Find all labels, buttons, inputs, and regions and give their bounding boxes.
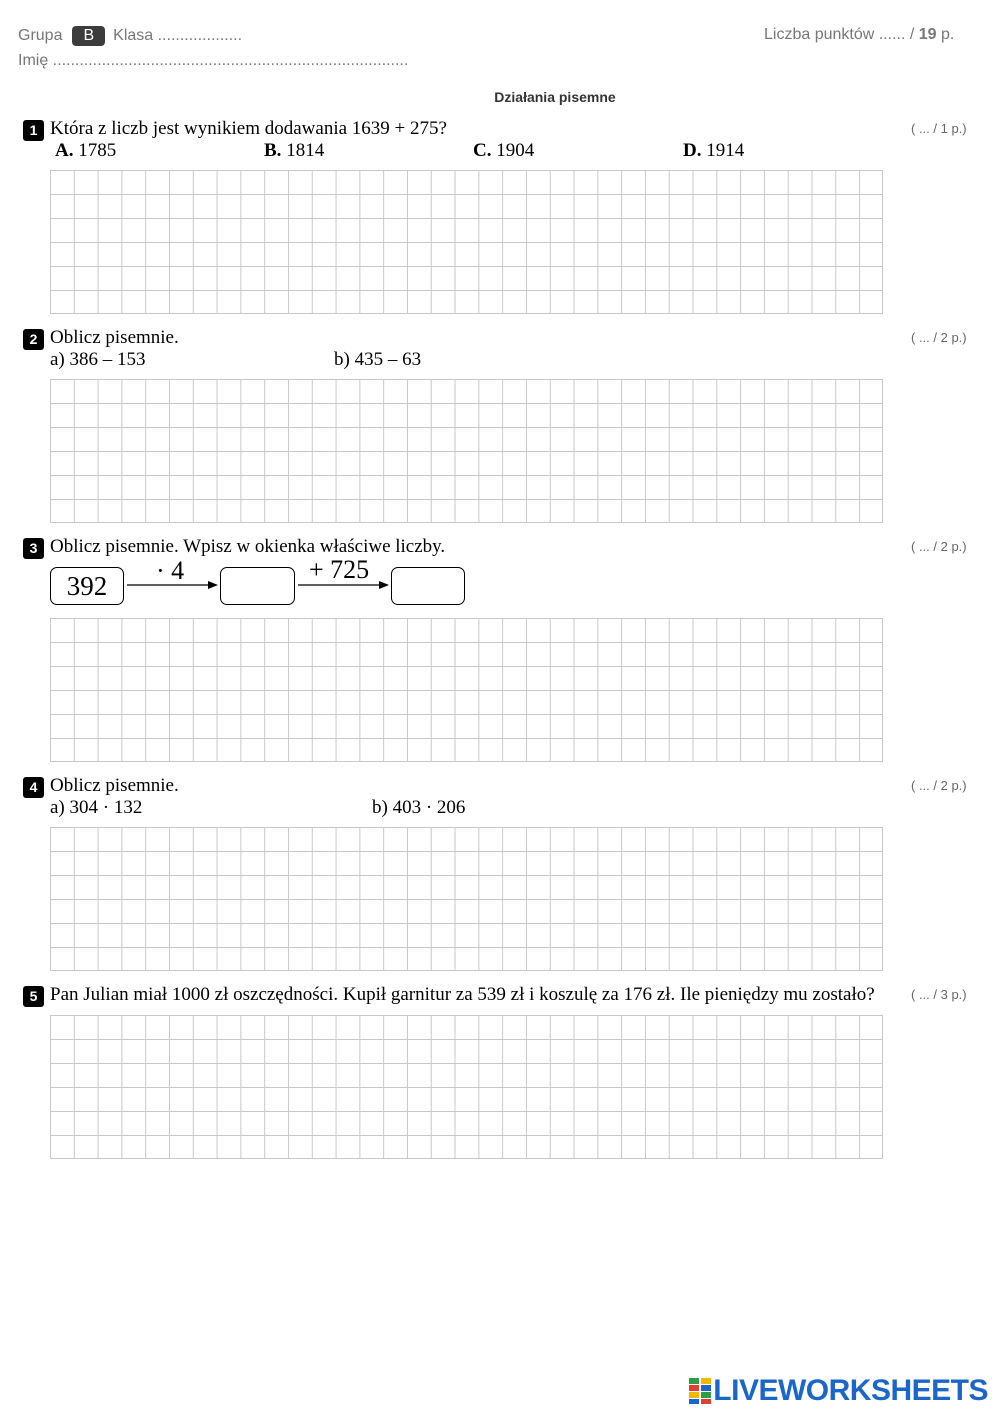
brand-name: LIVEWORKSHEETS (713, 1374, 988, 1407)
question-number: 3 (23, 538, 44, 559)
points-summary (764, 26, 954, 44)
option-value: 1814 (286, 140, 325, 161)
page-title: Działania pisemne (494, 89, 616, 105)
answer-grid[interactable] (50, 827, 883, 971)
question-text: Pan Julian miał 1000 zł oszczędności. Kupił garnitur za 539 zł i koszulę za 176 zł. Ile pieniędzy mu zostało? (50, 984, 875, 1005)
answer-grid[interactable] (50, 618, 883, 762)
option-c[interactable] (473, 140, 534, 162)
subtask-b: b) 435 – 63 (334, 349, 422, 370)
question-text: Oblicz pisemnie. (50, 327, 179, 348)
option-letter: C. (473, 140, 492, 161)
question-points: ( ... / 2 p.) (911, 778, 967, 793)
group-badge: B (72, 26, 105, 46)
arrow-right-icon (295, 578, 391, 592)
question-points: ( ... / 1 p.) (911, 121, 967, 136)
group-label: Grupa (18, 27, 63, 44)
points-unit: p. (941, 26, 955, 43)
name-field[interactable]: Imię ................................................................................ (18, 52, 409, 69)
answer-grid[interactable] (50, 379, 883, 523)
question-number: 2 (23, 329, 44, 350)
option-a[interactable] (55, 140, 116, 162)
answer-box-2[interactable] (391, 567, 465, 605)
option-letter: A. (55, 140, 74, 161)
start-value: 392 (66, 571, 108, 601)
answer-grid[interactable] (50, 1015, 883, 1159)
points-total: 19 (918, 26, 937, 43)
question-text: Oblicz pisemnie. Wpisz w okienka właściwe liczby. (50, 536, 446, 557)
liveworksheets-logo[interactable] (689, 1374, 988, 1408)
question-points: ( ... / 2 p.) (911, 330, 967, 345)
subtask-a: a) 386 – 153 (50, 349, 146, 370)
subtask-b: b) 403 · 206 (372, 797, 466, 818)
question-points: ( ... / 2 p.) (911, 539, 967, 554)
question-number: 4 (23, 777, 44, 798)
logo-mark-icon (689, 1378, 711, 1404)
option-letter: B. (264, 140, 282, 161)
option-value: 1785 (78, 140, 117, 161)
question-number: 5 (23, 986, 44, 1007)
question-number: 1 (23, 120, 44, 141)
subtask-a: a) 304 · 132 (50, 797, 143, 818)
question-text: Która z liczb jest wynikiem dodawania 1639 + 275? (50, 118, 447, 139)
answer-grid[interactable] (50, 170, 883, 314)
option-value: 1904 (496, 140, 535, 161)
question-points: ( ... / 3 p.) (911, 987, 967, 1002)
answer-box-1[interactable] (220, 567, 295, 605)
class-field[interactable]: Klasa ................... (113, 27, 243, 44)
option-d[interactable] (683, 140, 744, 162)
option-b[interactable] (264, 140, 324, 162)
header-group (18, 26, 242, 46)
option-value: 1914 (706, 140, 745, 161)
option-letter: D. (683, 140, 702, 161)
arrow-right-icon (124, 578, 220, 592)
operation-multiply: · 4 (156, 556, 185, 585)
start-value-box (50, 567, 124, 605)
points-label: Liczba punktów ...... / (764, 26, 915, 43)
question-text: Oblicz pisemnie. (50, 775, 179, 796)
operation-add: + 725 (309, 555, 370, 584)
